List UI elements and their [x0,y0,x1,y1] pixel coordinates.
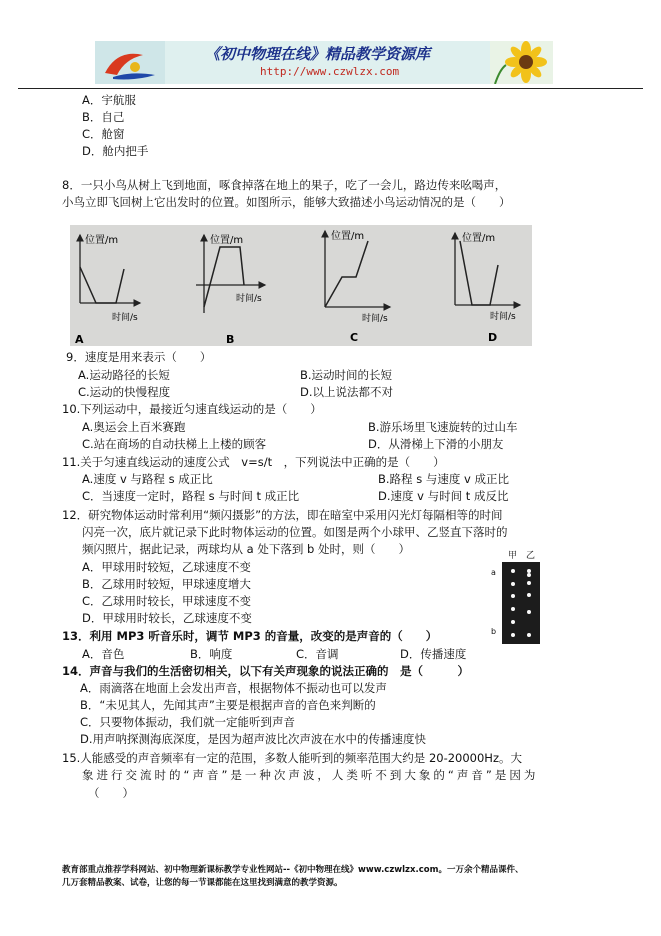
photo-label-jia: 甲 [508,551,518,561]
ball-jia [511,594,515,598]
q11-option-c: C．当速度一定时，路程 s 与时间 t 成正比 [82,489,300,503]
ball-jia [511,582,515,586]
header-banner [95,41,553,84]
graph-b-xlabel: 时间/s [236,294,262,304]
q14-option-b: B．“未见其人，先闻其声”主要是根据声音的音色来判断的 [80,698,376,712]
q12-stem-line1: 12．研究物体运动时常利用“频闪摄影”的方法，即在暗室中采用闪光灯每隔相等的时间 [62,508,503,522]
q9-stem: 9．速度是用来表示（ ） [66,350,212,364]
q10-option-b: B.游乐场里飞速旋转的过山车 [368,420,518,434]
q8-stem-line2: 小鸟立即飞回树上它出发时的位置。如图所示，能够大致描述小鸟运动情况的是（ ） [62,195,511,209]
photo-label-a: a [491,568,496,577]
q7-option-b: B．自己 [82,110,125,124]
q15-stem-line1: 15.人能感受的声音频率有一定的范围，多数人能听到的频率范围大约是 20-20000Hz。大 [62,751,522,765]
sunflower-icon [490,41,553,84]
q14-option-a: A．雨滴落在地面上会发出声音，根据物体不振动也可以发声 [80,681,387,695]
q12-stem-line3: 频闪照片，据此记录，两球均从 a 处下落到 b 处时，则（ ） [82,542,410,556]
page-footer [62,864,622,890]
strobe-photo [502,562,540,644]
graph-d-label: D [488,331,498,344]
q12-stem-line2: 闪亮一次，底片就记录下此时物体运动的位置。如图是两个小球甲、乙竖直下落时的 [82,525,508,539]
q15-stem-line3: （ ） [88,786,134,800]
photo-label-yi: 乙 [526,551,536,561]
ball-yi [527,573,531,577]
graph-a-ylabel: 位置/m [85,235,119,246]
q11-stem: 11.关于匀速直线运动的速度公式 v=s/t ，下列说法中正确的是（ ） [62,455,445,469]
graph-c [325,230,390,344]
q8-stem-line1: 8．一只小鸟从树上飞到地面，啄食掉落在地上的果子，吃了一会儿，路边传来吆喝声， [62,178,507,192]
q9-option-a: A.运动路径的长短 [78,368,170,382]
q10-stem: 10.下列运动中，最接近匀速直线运动的是（ ） [62,402,322,416]
q11-option-a: A.速度 v 与路程 s 成正比 [82,472,213,486]
q13-option-c: C．音调 [296,647,339,661]
graph-b-ylabel: 位置/m [210,235,244,246]
footer-line1: 教育部重点推荐学科网站、初中物理新课标教学专业性网站--《初中物理在线》www.czwlzx.com。一万余个精品课件、 [62,865,524,875]
q13-option-a: A．音色 [82,647,125,661]
q13-stem: 13．利用 MP3 听音乐时，调节 MP3 的音量，改变的是声音的（ ） [62,629,438,643]
ball-jia [511,607,515,611]
q10-option-d: D．从滑梯上下滑的小朋友 [368,437,504,451]
graph-d-xlabel: 时间/s [490,312,516,322]
graph-c-label: C [350,331,359,344]
q9-option-b: B.运动时间的长短 [300,368,393,382]
q8-graph-panel [70,225,532,346]
site-logo-icon [95,41,165,84]
q11-option-d: D.速度 v 与时间 t 成反比 [378,489,509,503]
q7-option-c: C．舱窗 [82,127,125,141]
ball-yi [527,581,531,585]
ball-jia [511,620,515,624]
q10-option-a: A.奥运会上百米赛跑 [82,420,186,434]
graph-a-xlabel: 时间/s [112,313,138,323]
graph-c-ylabel: 位置/m [331,231,365,242]
ball-yi [527,593,531,597]
graph-c-xlabel: 时间/s [362,314,388,324]
banner-title: 《初中物理在线》精品教学资源库 [205,45,431,63]
ball-jia [511,569,515,573]
graph-a [75,234,140,346]
ball-jia [511,633,515,637]
q12-option-b: B．乙球用时较短，甲球速度增大 [82,577,251,591]
q13-option-b: B．响度 [190,647,233,661]
graph-a-label: A [75,333,84,346]
photo-label-b: b [491,627,497,636]
graph-d-ylabel: 位置/m [462,233,496,244]
ball-yi [527,633,531,637]
q12-option-c: C．乙球用时较长，甲球速度不变 [82,594,252,608]
q14-option-d: D.用声呐探测海底深度，是因为超声波比次声波在水中的传播速度快 [80,732,427,746]
header-divider [18,88,643,89]
q8-position-time-graphs [70,225,532,346]
q14-stem: 14．声音与我们的生活密切相关，以下有关声现象的说法正确的 是（ ） [62,664,469,678]
q7-option-a: A．宇航服 [82,93,136,107]
q15-stem-line2: 象进行交流时的“声音”是一种次声波，人类听不到大象的“声音”是因为 [82,768,539,782]
q13-option-d: D．传播速度 [400,647,467,661]
q9-option-c: C.运动的快慢程度 [78,385,171,399]
q12-option-d: D．甲球用时较长，乙球速度不变 [82,611,252,625]
graph-d [455,232,520,344]
ball-yi [527,610,531,614]
q9-option-d: D.以上说法都不对 [300,385,394,399]
q12-option-a: A．甲球用时较短，乙球速度不变 [82,560,251,574]
banner-url[interactable]: http://www.czwlzx.com [260,65,400,78]
graph-b [196,234,265,346]
q7-option-d: D．舱内把手 [82,144,149,158]
q14-option-c: C．只要物体振动，我们就一定能听到声音 [80,715,296,729]
q11-option-b: B.路程 s 与速度 v 成正比 [378,472,509,486]
q10-option-c: C.站在商场的自动扶梯上上楼的顾客 [82,437,267,451]
graph-b-label: B [226,333,235,346]
footer-line2: 几万套精品教案、试卷，让您的每一节课都能在这里找到满意的教学资源。 [62,878,343,888]
